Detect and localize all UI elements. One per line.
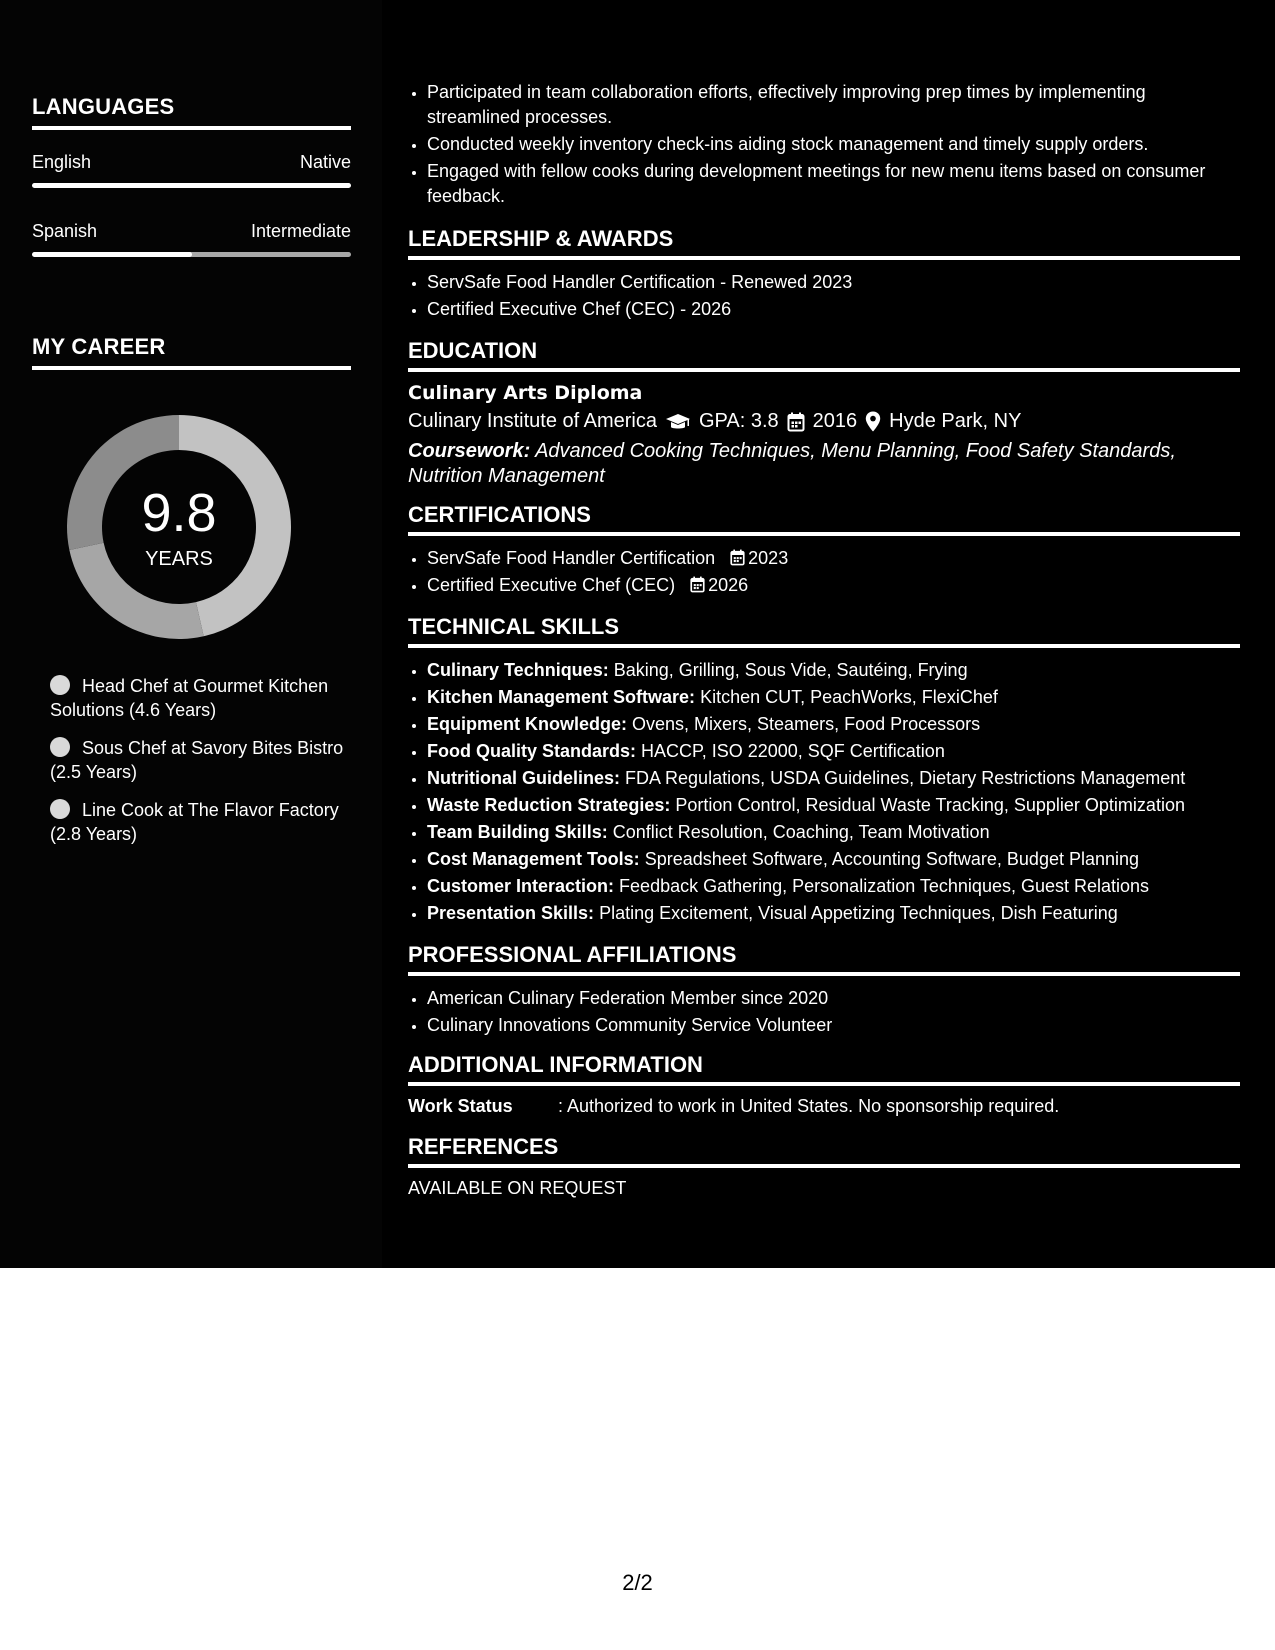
skill-label: Team Building Skills:	[427, 822, 608, 842]
certifications-heading: CERTIFICATIONS	[408, 502, 1240, 536]
calendar-icon	[787, 412, 805, 432]
career-years-unit: YEARS	[145, 548, 213, 570]
skill-value: Feedback Gathering, Personalization Techniques, Guest Relations	[619, 876, 1150, 896]
sidebar	[0, 0, 382, 1268]
skill-item	[427, 847, 1240, 872]
skill-value: Plating Excitement, Visual Appetizing Techniques, Dish Featuring	[599, 903, 1118, 923]
affiliation-item: • Culinary Innovations Community Service Volunteer	[427, 1013, 1240, 1038]
certifications-list	[408, 546, 1240, 598]
work-status-label: Work Status	[408, 1096, 513, 1116]
education-coursework	[408, 439, 1240, 489]
skill-item	[427, 685, 1240, 710]
skill-value: Kitchen CUT, PeachWorks, FlexiChef	[700, 687, 998, 707]
technical-skills-heading: TECHNICAL SKILLS	[408, 614, 1240, 648]
experience-bullets	[408, 80, 1240, 209]
certification-item	[427, 546, 1240, 571]
work-status-row	[408, 1096, 1240, 1117]
career-list	[50, 674, 350, 860]
skill-item	[427, 874, 1240, 899]
technical-skills-list	[408, 658, 1240, 926]
additional-info-section	[408, 1052, 1240, 1117]
certification-year: 2023	[748, 548, 789, 568]
page-number: 2/2	[622, 1570, 653, 1595]
career-item-text: Sous Chef at Savory Bites Bistro (2.5 Years)	[50, 738, 344, 782]
language-bar-english	[32, 183, 351, 188]
language-name: Spanish	[32, 221, 98, 241]
skill-label: Nutritional Guidelines:	[427, 768, 621, 788]
work-status-value: : Authorized to work in United States. No sponsorship required.	[558, 1096, 1060, 1116]
language-bar-spanish	[32, 252, 351, 257]
leadership-item: • ServSafe Food Handler Certification - Renewed 2023	[427, 270, 1240, 295]
additional-info-heading: ADDITIONAL INFORMATION	[408, 1052, 1240, 1086]
technical-skills-section	[408, 614, 1240, 928]
education-location: Hyde Park, NY	[889, 410, 1022, 432]
language-level: Native	[299, 152, 351, 172]
career-item-text: Head Chef at Gourmet Kitchen Solutions (4.6 Years)	[50, 676, 329, 720]
skill-label: Kitchen Management Software:	[427, 687, 696, 707]
certification-name: ServSafe Food Handler Certification	[427, 548, 716, 568]
coursework-text: Advanced Cooking Techniques, Menu Planning, Food Safety Standards, Nutrition Management	[408, 440, 1176, 487]
skill-label: Presentation Skills:	[427, 903, 595, 923]
affiliations-list	[408, 986, 1240, 1038]
career-item	[50, 736, 350, 784]
references-text: AVAILABLE ON REQUEST	[408, 1178, 627, 1198]
leadership-section	[408, 226, 1240, 324]
career-item	[50, 798, 350, 846]
language-name: English	[32, 152, 92, 172]
education-year: 2016	[812, 410, 858, 432]
skill-value: Baking, Grilling, Sous Vide, Sautéing, Frying	[613, 660, 968, 680]
career-donut-chart	[66, 414, 292, 640]
languages-heading: LANGUAGES	[32, 94, 351, 130]
education-section	[408, 338, 1240, 489]
bullet-dot-icon	[50, 737, 70, 757]
location-pin-icon	[865, 411, 881, 432]
certification-year: 2026	[708, 575, 749, 595]
affiliations-section	[408, 942, 1240, 1040]
graduation-cap-icon	[665, 412, 691, 432]
language-bar-fill	[32, 183, 351, 188]
education-heading: EDUCATION	[408, 338, 1240, 372]
career-total-years: 9.8	[141, 483, 217, 543]
bullet-dot-icon	[50, 799, 70, 819]
calendar-icon	[690, 576, 705, 593]
skill-item	[427, 739, 1240, 764]
leadership-list	[408, 270, 1240, 322]
skill-item	[427, 793, 1240, 818]
skill-label: Food Quality Standards:	[427, 741, 637, 761]
education-meta	[408, 410, 1240, 433]
calendar-icon	[730, 549, 745, 566]
career-heading: MY CAREER	[32, 334, 351, 370]
skill-label: Equipment Knowledge:	[427, 714, 627, 734]
bullet-dot-icon	[50, 675, 70, 695]
experience-bullet: • Conducted weekly inventory check-ins aiding stock management and timely supply orders.	[427, 132, 1240, 157]
leadership-item: • Certified Executive Chef (CEC) - 2026	[427, 297, 1240, 322]
education-school: Culinary Institute of America	[408, 410, 657, 432]
references-section	[408, 1134, 1240, 1199]
skill-item	[427, 901, 1240, 926]
career-item	[50, 674, 350, 722]
certifications-section	[408, 502, 1240, 600]
skill-label: Waste Reduction Strategies:	[427, 795, 671, 815]
skill-label: Customer Interaction:	[427, 876, 615, 896]
skill-value: Portion Control, Residual Waste Tracking, Supplier Optimization	[675, 795, 1185, 815]
experience-continued	[408, 80, 1240, 211]
experience-bullet: • Engaged with fellow cooks during development meetings for new menu items based on consumer feedback.	[427, 159, 1240, 209]
skill-item	[427, 658, 1240, 683]
coursework-label: Coursework:	[408, 440, 531, 462]
skill-value: FDA Regulations, USDA Guidelines, Dietary Restrictions Management	[625, 768, 1186, 788]
affiliation-item: • American Culinary Federation Member since 2020	[427, 986, 1240, 1011]
experience-bullet: • Participated in team collaboration efforts, effectively improving prep times by implementing streamlined processes.	[427, 80, 1240, 130]
certification-item	[427, 573, 1240, 598]
skill-label: Culinary Techniques:	[427, 660, 609, 680]
language-bar-fill	[32, 252, 192, 257]
skill-value: HACCP, ISO 22000, SQF Certification	[641, 741, 945, 761]
education-gpa: GPA: 3.8	[699, 410, 779, 432]
skill-item	[427, 820, 1240, 845]
skill-value: Conflict Resolution, Coaching, Team Motivation	[612, 822, 990, 842]
skill-item	[427, 712, 1240, 737]
affiliations-heading: PROFESSIONAL AFFILIATIONS	[408, 942, 1240, 976]
education-degree: Culinary Arts Diploma	[408, 382, 643, 404]
certification-name: Certified Executive Chef (CEC)	[427, 575, 676, 595]
language-level: Intermediate	[250, 221, 351, 241]
references-heading: REFERENCES	[408, 1134, 1240, 1168]
skill-label: Cost Management Tools:	[427, 849, 640, 869]
skill-value: Spreadsheet Software, Accounting Software, Budget Planning	[644, 849, 1140, 869]
leadership-heading: LEADERSHIP & AWARDS	[408, 226, 1240, 260]
skill-value: Ovens, Mixers, Steamers, Food Processors	[632, 714, 981, 734]
career-item-text: Line Cook at The Flavor Factory (2.8 Years)	[50, 800, 339, 844]
skill-item	[427, 766, 1240, 791]
